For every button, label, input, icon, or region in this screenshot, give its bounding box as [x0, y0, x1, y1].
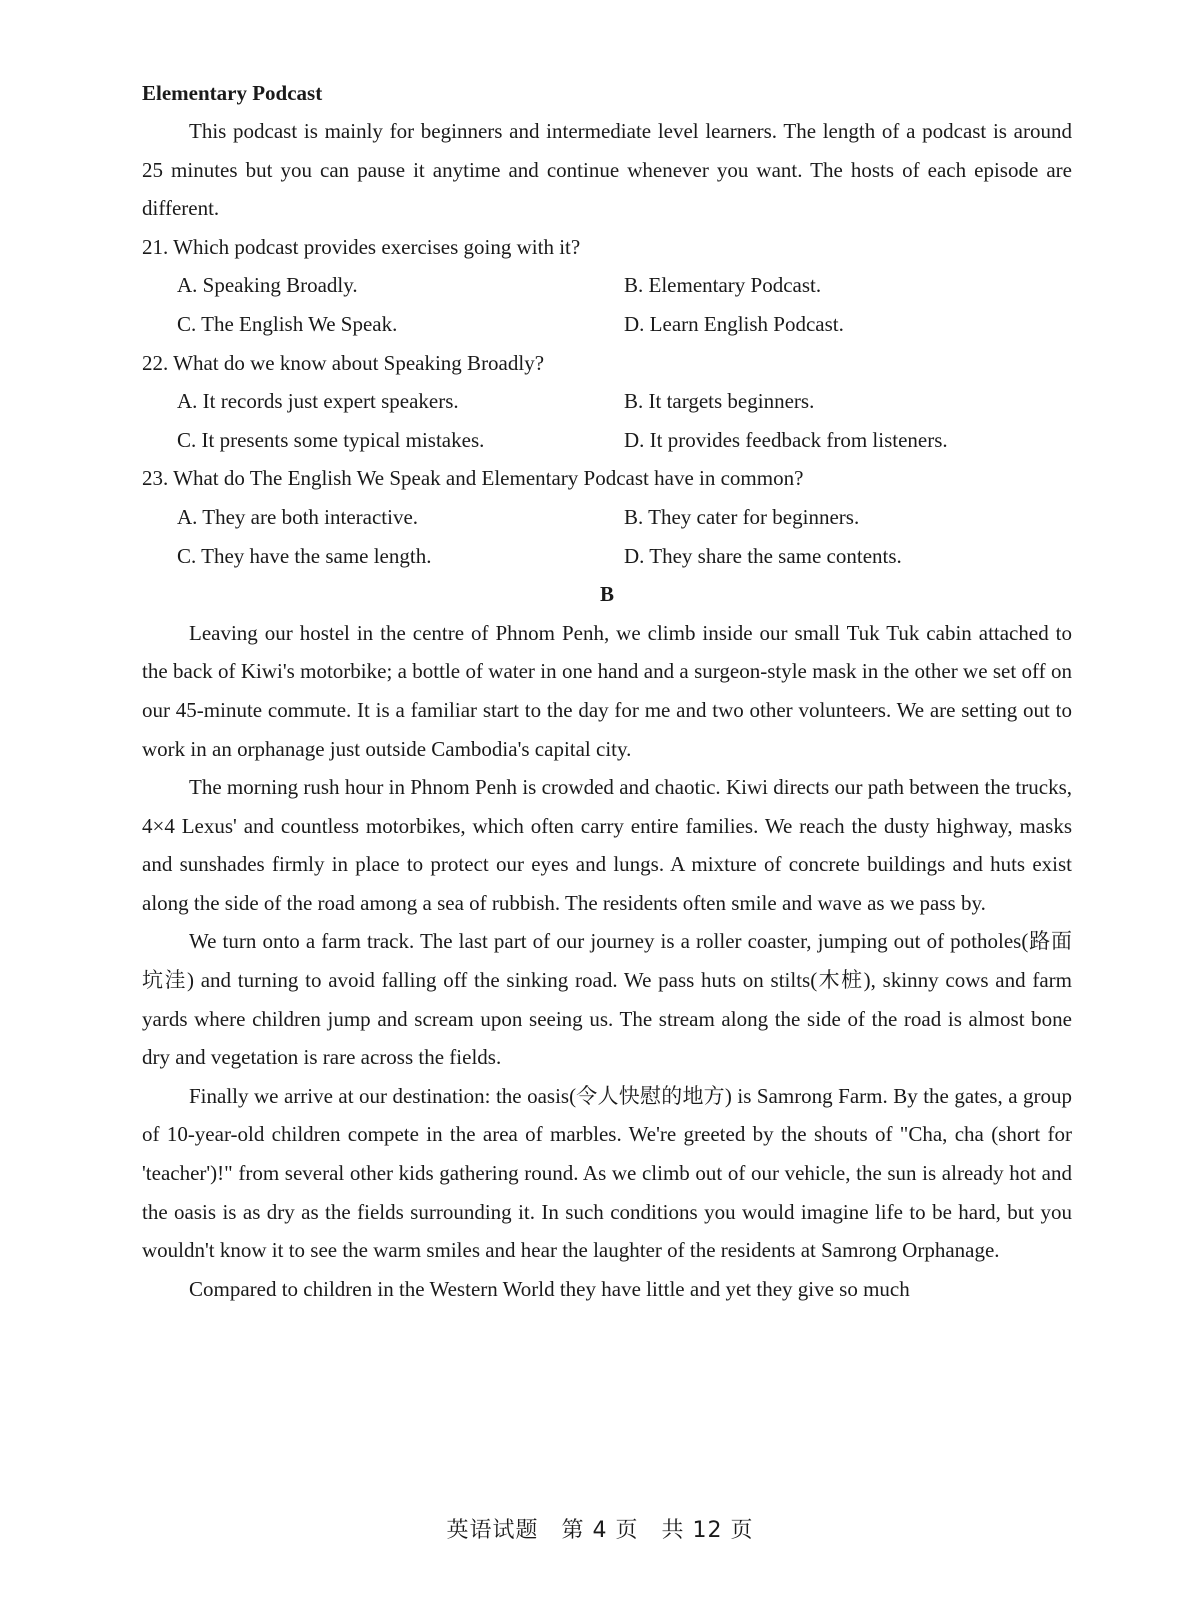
option-b: B. Elementary Podcast.: [624, 273, 822, 298]
option-c: C. They have the same length.: [177, 543, 432, 568]
option-d: D. It provides feedback from listeners.: [624, 427, 948, 452]
podcast-heading: Elementary Podcast: [142, 81, 323, 105]
question-23: [142, 459, 1072, 575]
passage-paragraph: Finally we arrive at our destination: the oasis(令人快慰的地方) is Samrong Farm. By the gates, a group of 10-year-old children compete in the area of marbles. We're greeted by the shouts of "Cha, cha (short for 'teacher')!" from several other kids gathering round. As we climb out of our vehicle, the sun is already hot and the oasis is as dry as the fields surrounding it. In such conditions you would imagine life to be hard, but you wouldn't know it to see the warm smiles and hear the laughter of the residents at Samrong Orphanage.: [142, 1083, 1072, 1263]
section-b-heading: B: [599, 582, 614, 607]
option-grid: [142, 382, 1072, 459]
passage-paragraph: The morning rush hour in Phnom Penh is crowded and chaotic. Kiwi directs our path between the trucks, 4×4 Lexus' and countless motorbikes, which often carry entire families. We reach the dusty highway, masks and sunshades firmly in place to protect our eyes and lungs. A mixture of concrete buildings and huts exist along the side of the road among a sea of rubbish. The residents often smile and wave as we pass by.: [142, 775, 1072, 915]
option-d: D. Learn English Podcast.: [624, 311, 844, 336]
option-grid: [142, 498, 1072, 575]
passage-paragraph: Compared to children in the Western World they have little and yet they give so much: [189, 1276, 910, 1301]
option-b: B. It targets beginners.: [624, 389, 815, 414]
option-grid: [142, 266, 1072, 343]
option-a: A. They are both interactive.: [177, 504, 419, 529]
question-stem: 22. What do we know about Speaking Broadly?: [142, 350, 545, 375]
option-a: A. It records just expert speakers.: [177, 389, 459, 414]
passage-paragraph: Leaving our hostel in the centre of Phnom Penh, we climb inside our small Tuk Tuk cabin attached to the back of Kiwi's motorbike; a bottle of water in one hand and a surgeon-style mask in the other we set off on our 45-minute commute. It is a familiar start to the day for me and two other volunteers. We are setting out to work in an orphanage just outside Cambodia's capital city.: [142, 620, 1072, 761]
question-22: [142, 344, 1072, 460]
question-21: [142, 228, 1072, 344]
option-b: B. They cater for beginners.: [624, 504, 860, 529]
question-stem: 21. Which podcast provides exercises going with it?: [142, 234, 581, 259]
option-c: C. It presents some typical mistakes.: [177, 427, 485, 452]
podcast-description: This podcast is mainly for beginners and intermediate level learners. The length of a podcast is around 25 minutes but you can pause it anytime and continue whenever you want. The hosts of each episode are different.: [142, 119, 1072, 221]
option-a: A. Speaking Broadly.: [177, 273, 358, 298]
option-d: D. They share the same contents.: [624, 543, 902, 568]
question-stem: 23. What do The English We Speak and Elementary Podcast have in common?: [142, 466, 804, 491]
page-footer: 英语试题 第 4 页 共 12 页: [446, 1518, 754, 1543]
exam-page: [142, 74, 1072, 1308]
passage-paragraph: We turn onto a farm track. The last part of our journey is a roller coaster, jumping out of potholes(路面坑洼) and turning to avoid falling off the sinking road. We pass huts on stilts(木桩), skinny cows and farm yards where children jump and scream upon seeing us. The stream along the side of the road is almost bone dry and vegetation is rare across the fields.: [142, 929, 1072, 1070]
option-c: C. The English We Speak.: [177, 311, 398, 336]
